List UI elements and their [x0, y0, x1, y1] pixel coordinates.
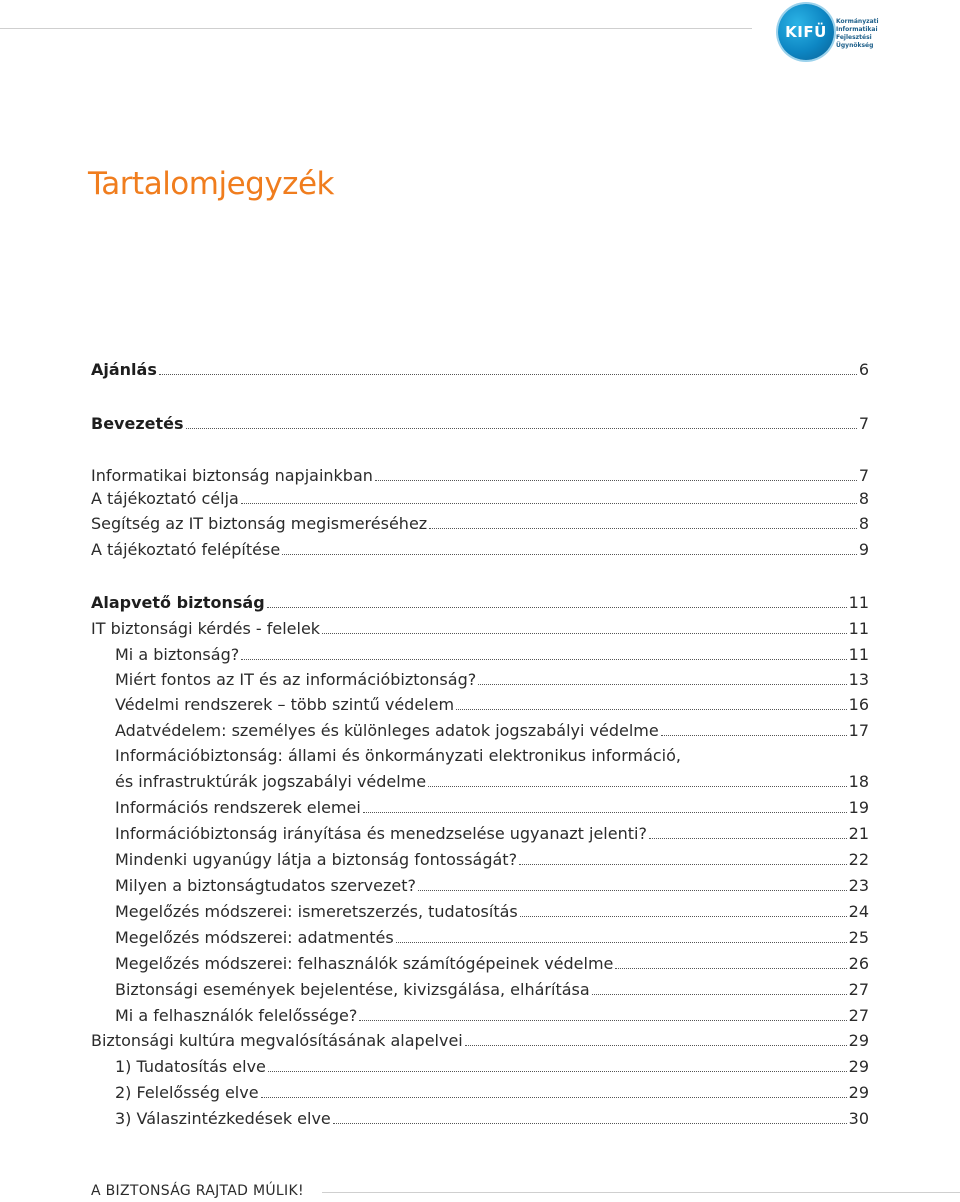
toc-entry[interactable]	[91, 466, 869, 486]
toc-entry-page: 9	[858, 540, 869, 559]
toc-entry-title: Információs rendszerek elemei	[115, 798, 361, 817]
toc-entry-title: Megelőzés módszerei: adatmentés	[115, 928, 394, 947]
page-title: Tartalomjegyzék	[88, 166, 334, 202]
footer-rule	[322, 1192, 960, 1193]
toc-entry-title: IT biztonsági kérdés - felelek	[91, 619, 321, 638]
toc-entry-title: A tájékoztató célja	[91, 489, 239, 508]
toc-leader	[359, 1019, 846, 1021]
toc-entry-page: 29	[848, 1031, 869, 1050]
toc-entry[interactable]	[115, 1057, 869, 1077]
toc-leader	[519, 863, 847, 865]
toc-entry-page: 13	[848, 670, 869, 689]
toc-leader	[375, 479, 857, 481]
toc-entry[interactable]	[91, 360, 869, 380]
toc-leader	[592, 993, 847, 995]
toc-leader	[159, 373, 857, 375]
toc-leader	[282, 553, 857, 555]
toc-entry-title: 1) Tudatosítás elve	[115, 1057, 266, 1076]
toc-entry-title: A tájékoztató felépítése	[91, 540, 281, 559]
toc-entry[interactable]	[91, 489, 869, 509]
toc-leader	[465, 1044, 847, 1046]
toc-entry-title: Védelmi rendszerek – több szintű védelem	[115, 695, 455, 714]
toc-entry-page: 23	[848, 876, 869, 895]
toc-entry-title: Megelőzés módszerei: ismeretszerzés, tudatosítás	[115, 902, 518, 921]
toc-entry-title: 3) Válaszintézkedések elve	[115, 1109, 331, 1128]
toc-leader	[428, 785, 847, 787]
logo-circle-icon	[778, 4, 834, 60]
kifu-logo	[778, 4, 898, 62]
toc-leader	[186, 427, 857, 429]
toc-leader	[478, 683, 846, 685]
toc-entry-title: és infrastruktúrák jogszabályi védelme	[115, 772, 427, 791]
toc-entry-title: Bevezetés	[91, 414, 184, 433]
toc-entry[interactable]	[115, 902, 869, 922]
toc-entry-page: 18	[848, 772, 869, 791]
toc-leader	[429, 527, 857, 529]
logo-agency-name	[836, 18, 879, 50]
toc-entry[interactable]	[91, 414, 869, 434]
toc-entry-title: Adatvédelem: személyes és különleges adatok jogszabályi védelme	[115, 721, 659, 740]
toc-entry[interactable]	[115, 670, 869, 690]
toc-entry-page: 8	[858, 514, 869, 533]
toc-entry-page: 8	[858, 489, 869, 508]
toc-entry[interactable]	[91, 619, 869, 639]
toc-leader	[418, 889, 847, 891]
toc-leader	[268, 1070, 847, 1072]
toc-leader	[241, 658, 846, 660]
toc-entry-title: Miért fontos az IT és az információbiztonság?	[115, 670, 477, 689]
logo-line: Fejlesztési	[836, 34, 872, 41]
toc-entry-title: Mindenki ugyanúgy látja a biztonság fontosságát?	[115, 850, 518, 869]
toc-entry-page: 21	[848, 824, 869, 843]
toc-entry-title: Megelőzés módszerei: felhasználók számítógépeinek védelme	[115, 954, 614, 973]
toc-leader	[615, 967, 846, 969]
toc-entry-page: 30	[848, 1109, 869, 1128]
toc-entry-page: 7	[858, 466, 869, 485]
toc-entry[interactable]	[115, 928, 869, 948]
toc-entry[interactable]	[115, 746, 869, 766]
toc-leader	[363, 811, 847, 813]
toc-entry-page: 25	[848, 928, 869, 947]
toc-entry[interactable]	[115, 980, 869, 1000]
toc-leader	[396, 941, 847, 943]
toc-entry[interactable]	[91, 593, 869, 613]
toc-entry[interactable]	[115, 954, 869, 974]
logo-line: Informatikai	[836, 26, 878, 33]
toc-leader	[322, 632, 847, 634]
logo-line: Kormányzati	[836, 18, 879, 25]
toc-entry[interactable]	[115, 721, 869, 741]
toc-entry[interactable]	[115, 824, 869, 844]
toc-entry[interactable]	[115, 1006, 869, 1026]
toc-entry-page: 27	[848, 980, 869, 999]
toc-entry-page: 26	[848, 954, 869, 973]
toc-entry[interactable]	[115, 645, 869, 665]
toc-entry-title: 2) Felelősség elve	[115, 1083, 259, 1102]
toc-leader	[267, 606, 847, 608]
footer-slogan: A BIZTONSÁG RAJTAD MÚLIK!	[91, 1183, 304, 1199]
toc-entry-page: 27	[848, 1006, 869, 1025]
toc-entry-page: 29	[848, 1057, 869, 1076]
toc-leader	[520, 915, 847, 917]
toc-leader	[649, 837, 847, 839]
toc-entry-page: 29	[848, 1083, 869, 1102]
toc-entry-page: 11	[848, 593, 869, 612]
toc-entry-title: Biztonsági kultúra megvalósításának alapelvei	[91, 1031, 463, 1050]
toc-leader	[661, 734, 847, 736]
header-rule	[0, 28, 752, 29]
toc-entry-page: 22	[848, 850, 869, 869]
toc-entry-title: Információbiztonság irányítása és menedzselése ugyanazt jelenti?	[115, 824, 647, 843]
toc-leader	[333, 1122, 847, 1124]
logo-line: Ügynökség	[836, 42, 874, 49]
logo-mark: KIFÜ	[785, 23, 827, 41]
toc-entry-page: 17	[848, 721, 869, 740]
toc-entry-page: 16	[848, 695, 869, 714]
toc-entry[interactable]	[91, 1031, 869, 1051]
toc-leader	[261, 1096, 847, 1098]
toc-entry-title: Alapvető biztonság	[91, 593, 265, 612]
toc-entry[interactable]	[115, 772, 869, 792]
toc-entry-page: 7	[858, 414, 869, 433]
toc-entry[interactable]	[115, 1109, 869, 1129]
toc-entry-title: Segítség az IT biztonság megismeréséhez	[91, 514, 428, 533]
toc-entry[interactable]	[115, 850, 869, 870]
toc-entry-title: Információbiztonság: állami és önkormányzati elektronikus információ,	[115, 746, 681, 765]
toc-entry-page: 24	[848, 902, 869, 921]
toc-entry-page: 11	[848, 645, 869, 664]
toc-entry-title: Informatikai biztonság napjainkban	[91, 466, 373, 485]
toc-entry-title: Biztonsági események bejelentése, kivizsgálása, elhárítása	[115, 980, 590, 999]
toc-leader	[456, 708, 847, 710]
toc-entry-page: 11	[848, 619, 869, 638]
toc-entry-page: 6	[858, 360, 869, 379]
toc-entry[interactable]	[91, 540, 869, 560]
toc-entry[interactable]	[115, 695, 869, 715]
toc-entry[interactable]	[115, 876, 869, 896]
toc-leader	[241, 502, 857, 504]
toc-entry-title: Milyen a biztonságtudatos szervezet?	[115, 876, 416, 895]
toc-entry-page: 19	[848, 798, 869, 817]
toc-entry-title: Ajánlás	[91, 360, 157, 379]
toc-entry-title: Mi a felhasználók felelőssége?	[115, 1006, 358, 1025]
toc-entry-title: Mi a biztonság?	[115, 645, 240, 664]
toc-entry[interactable]	[115, 1083, 869, 1103]
toc-entry[interactable]	[115, 798, 869, 818]
toc-entry[interactable]	[91, 514, 869, 534]
